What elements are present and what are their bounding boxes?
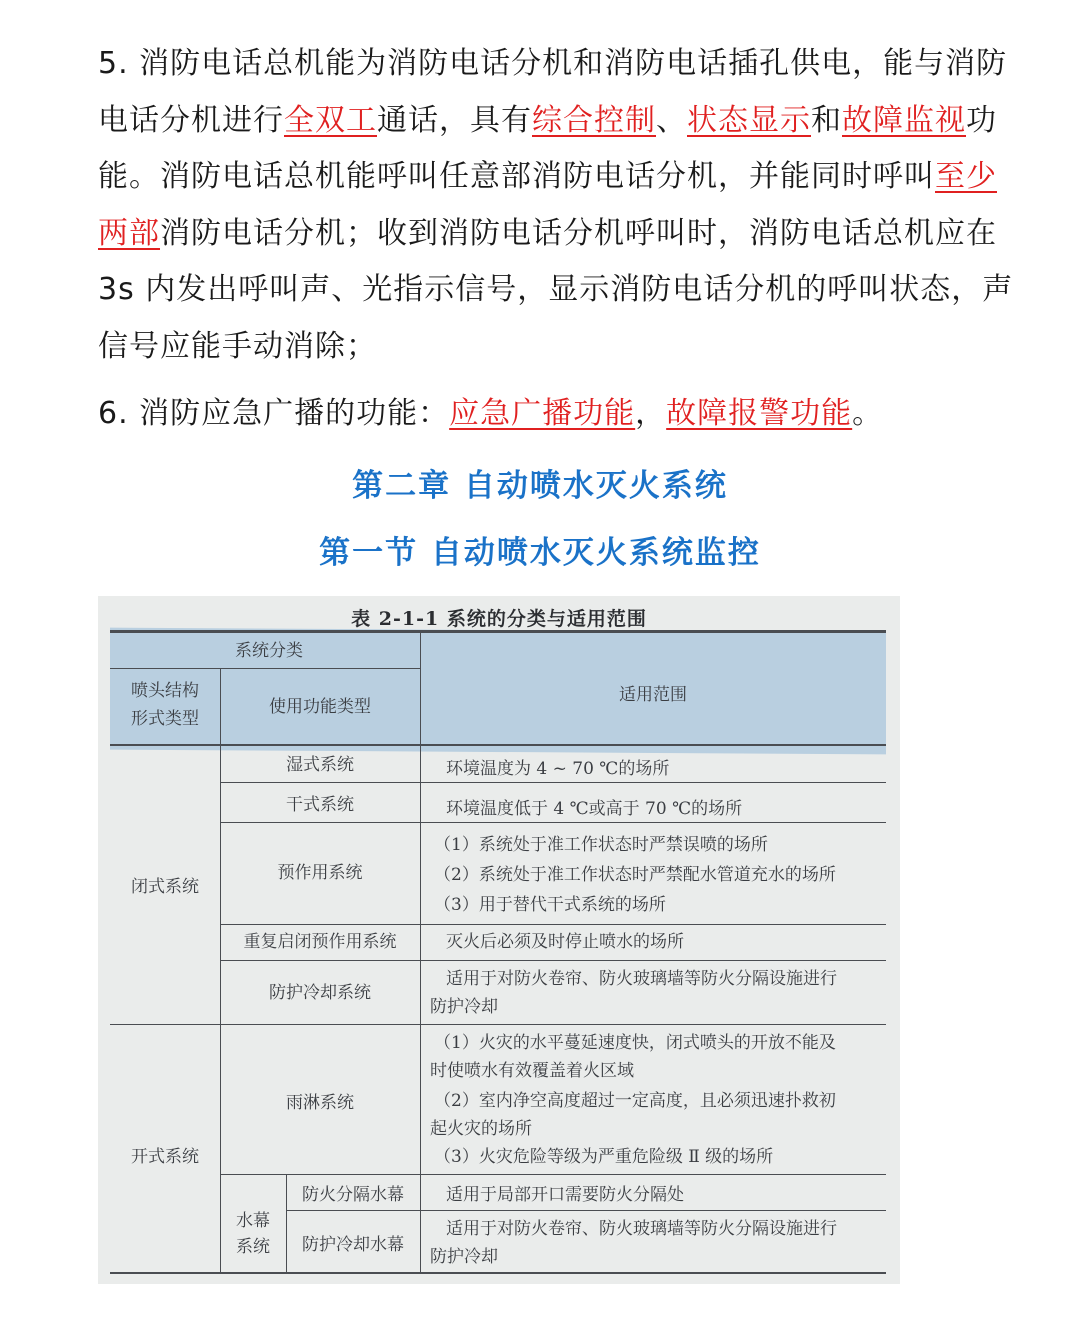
text-span: 消防电话分机；收到消防电话分机呼叫时，消防电话总机应在 3s 内发出呼叫声、光指示信号，显示消防电话分机的呼叫状态，声信号应能手动消除； <box>98 215 1014 364</box>
scope-deluge-4: 起火灾的场所 <box>430 1119 532 1139</box>
paragraph-6 <box>98 386 1018 443</box>
text-span: 6. 消防应急广播的功能： <box>98 396 450 431</box>
grid-line <box>220 822 886 823</box>
scope-deluge-1: （1）火灾的水平蔓延速度快，闭式喷头的开放不能及 <box>434 1033 836 1053</box>
scope-repeat-pre-action: 灭火后必须及时停止喷水的场所 <box>446 932 684 952</box>
chapter-title: 第二章 自动喷水灭火系统 <box>352 468 728 504</box>
grid-line <box>220 782 886 783</box>
type-fire-separation-curtain: 防火分隔水幕 <box>302 1185 404 1205</box>
grid-line <box>220 960 886 961</box>
type-dry-system: 干式系统 <box>286 795 354 815</box>
scope-pre-action-1: （1）系统处于准工作状态时严禁误喷的场所 <box>434 835 768 855</box>
highlight-emergency-broadcast: 应急广播功能 <box>449 396 636 431</box>
table-title: 表 2-1-1 系统的分类与适用范围 <box>351 608 647 630</box>
header-nozzle-type-line2: 形式类型 <box>131 709 199 729</box>
text-span: ， <box>635 396 667 431</box>
scope-dry-system: 环境温度低于 4 ℃或高于 70 ℃的场所 <box>446 799 743 819</box>
closed-system-label: 闭式系统 <box>131 877 199 897</box>
header-scope: 适用范围 <box>619 685 687 705</box>
water-curtain-label-line1: 水幕 <box>236 1211 270 1231</box>
scope-deluge-2: 时使喷水有效覆盖着火区域 <box>430 1061 634 1081</box>
text-span: 和 <box>811 102 842 138</box>
grid-line <box>286 1210 886 1211</box>
scope-deluge-5: （3）火灾危险等级为严重危险级 Ⅱ 级的场所 <box>434 1147 774 1167</box>
scope-protective-cooling-1: 适用于对防火卷帘、防火玻璃墙等防火分隔设施进行 <box>446 969 837 989</box>
type-cooling-curtain: 防护冷却水幕 <box>302 1235 404 1255</box>
highlight-status-display: 状态显示 <box>687 102 811 138</box>
text-span: 通话，具有 <box>377 102 532 138</box>
section-title: 第一节 自动喷水灭火系统监控 <box>319 535 761 571</box>
paragraph-5 <box>98 36 1018 375</box>
water-curtain-label-line2: 系统 <box>236 1237 270 1257</box>
text-span: 功能。消防电话总机能呼叫任意部消防电话分机，并能同时呼叫 <box>98 102 997 194</box>
scope-pre-action-3: （3）用于替代干式系统的场所 <box>434 895 666 915</box>
grid-line <box>220 1174 886 1175</box>
highlight-at-least-two: 至少两部 <box>98 159 997 251</box>
type-pre-action-system: 预作用系统 <box>277 863 363 883</box>
scope-pre-action-2: （2）系统处于准工作状态时严禁配水管道充水的场所 <box>434 865 836 885</box>
type-repeat-pre-action: 重复启闭预作用系统 <box>243 932 397 952</box>
highlight-full-duplex: 全双工 <box>284 102 377 138</box>
grid-line <box>420 630 421 1272</box>
scope-cooling-curtain-2: 防护冷却 <box>430 1247 498 1267</box>
scope-protective-cooling-2: 防护冷却 <box>430 997 498 1017</box>
scope-wet-system: 环境温度为 4 ~ 70 ℃的场所 <box>446 759 670 779</box>
highlight-fault-alarm: 故障报警功能 <box>666 396 853 431</box>
highlight-integrated-control: 综合控制 <box>532 102 656 138</box>
highlight-fault-monitoring: 故障监视 <box>842 102 966 138</box>
header-system-class: 系统分类 <box>235 641 303 661</box>
type-deluge-system: 雨淋系统 <box>286 1093 354 1113</box>
header-function-type: 使用功能类型 <box>269 697 371 717</box>
text-span: 5. 消防电话总机能为消防电话分机和消防电话插孔供电，能与消防电话分机进行 <box>98 46 1008 138</box>
type-wet-system: 湿式系统 <box>286 755 354 775</box>
table-top-rule <box>110 630 886 633</box>
table-photo <box>98 596 900 1284</box>
table-bottom-rule <box>110 1272 886 1274</box>
grid-line <box>220 924 886 925</box>
scope-cooling-curtain-1: 适用于对防火卷帘、防火玻璃墙等防火分隔设施进行 <box>446 1219 837 1239</box>
grid-line <box>110 668 420 669</box>
grid-line <box>110 1024 886 1025</box>
scope-fire-separation-curtain: 适用于局部开口需要防火分隔处 <box>446 1185 684 1205</box>
text-span: 。 <box>852 396 884 431</box>
open-system-label: 开式系统 <box>131 1147 199 1167</box>
header-nozzle-type-line1: 喷头结构 <box>131 681 199 701</box>
text-span: 、 <box>656 102 687 138</box>
type-protective-cooling: 防护冷却系统 <box>269 983 371 1003</box>
header-bottom-rule <box>110 744 886 746</box>
scope-deluge-3: （2）室内净空高度超过一定高度，且必须迅速扑救初 <box>434 1091 836 1111</box>
